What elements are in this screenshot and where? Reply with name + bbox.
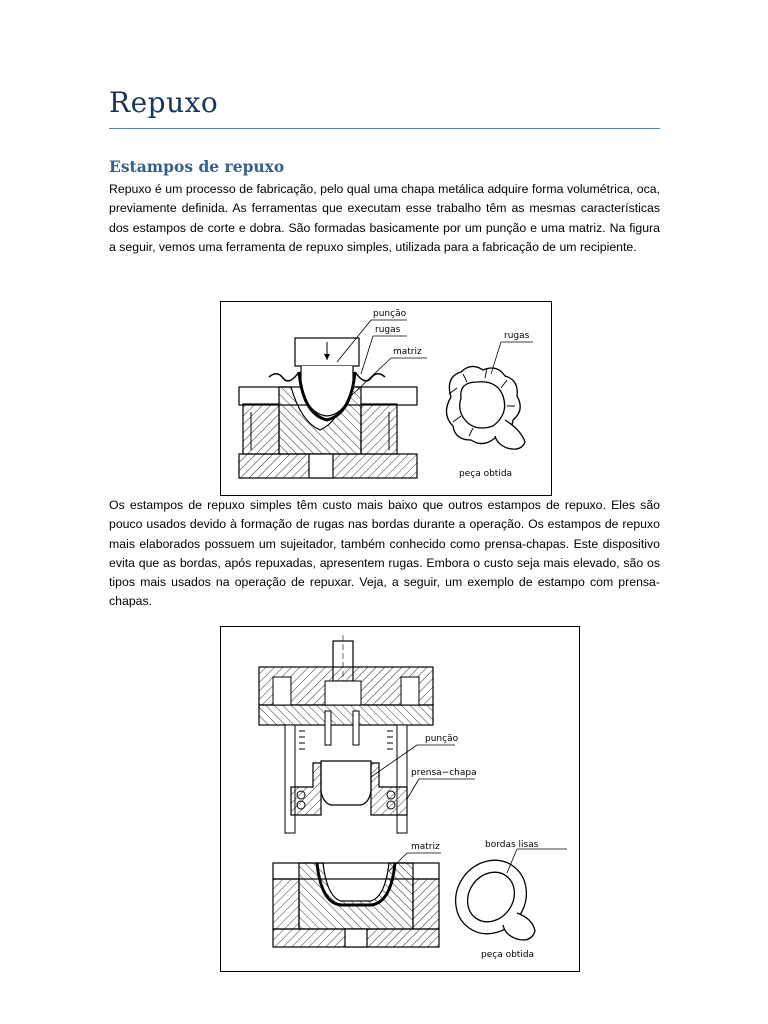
lower-die: [273, 863, 439, 947]
label-puncao-2: punção: [425, 734, 459, 744]
figure-simple-drawing-die-drawing: [221, 302, 551, 495]
label-matriz-2: matriz: [411, 842, 440, 852]
label-peca-obtida-2: peça obtida: [481, 950, 535, 960]
label-puncao: punção: [373, 309, 407, 319]
punch-and-blankholder: [291, 761, 407, 815]
label-bordas-lisas: bordas lisas: [485, 840, 539, 850]
label-rugas: rugas: [375, 325, 401, 335]
wrinkled-piece-drawing: [446, 366, 525, 449]
paragraph-intro: Repuxo é um processo de fabricação, pelo qual uma chapa metálica adquire forma volumétrica, oca, previamente definida. As ferramentas que executam esse trabalho têm as mesmas características dos estampos de corte e dobra. São formadas basicamente por um punção e uma matriz. Na figura a seguir, vemos uma ferramenta de repuxo simples, utilizada para a fabricação de um recipiente.: [109, 182, 660, 254]
figure-simple-drawing-die: [220, 301, 552, 496]
paragraph-prensa-chapas: Os estampos de repuxo simples têm custo mais baixo que outros estampos de repuxo. Eles são pouco usados devido à formação de rugas nas bordas durante a operação. Os estampos de repuxo mais elaborados possuem um sujeitador, também conhecido como prensa-chapas. Este dispositivo evita que as bordas, após repuxadas, apresentem rugas. Embora o custo seja mais elevado, são os tipos mais usados na operação de repuxar. Veja, a seguir, um exemplo de estampo com prensa-chapas.: [109, 498, 660, 609]
figure-blankholder-drawing-die-drawing: [221, 627, 579, 971]
smooth-piece-drawing: [441, 846, 540, 947]
title-rule: [109, 128, 660, 129]
page-title: Repuxo: [109, 86, 219, 119]
label-matriz: matriz: [393, 347, 422, 357]
label-rugas-piece: rugas: [504, 331, 530, 341]
label-prensa-chapa: prensa−chapa: [411, 768, 477, 778]
figure-blankholder-drawing-die: [220, 626, 580, 972]
label-peca-obtida: peça obtida: [459, 469, 513, 479]
upper-tool: [259, 635, 433, 725]
section-heading: Estampos de repuxo: [109, 157, 285, 176]
